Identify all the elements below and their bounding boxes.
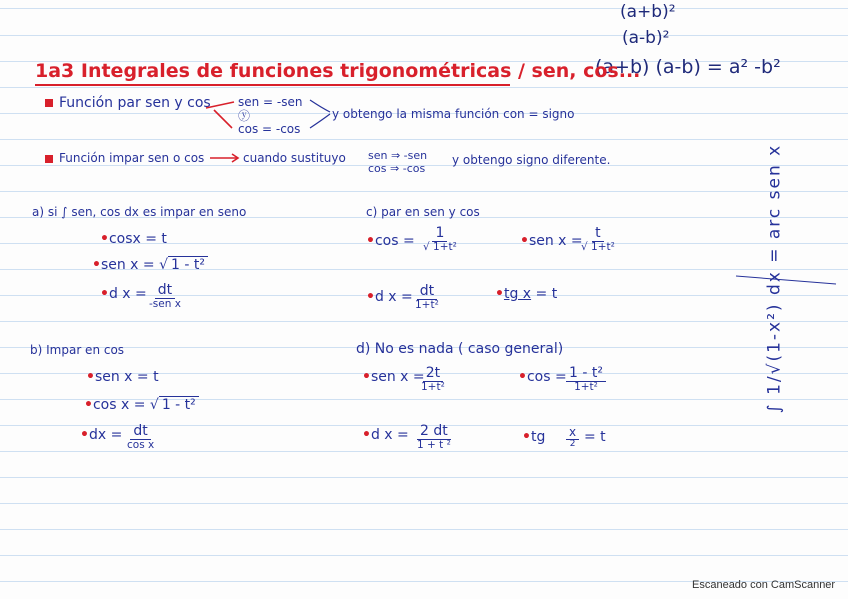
side-note-arcsen: ∫ 1/√(1-x²) dx = arc sen x xyxy=(764,143,785,414)
case-a-eq1: •cosx = t xyxy=(100,231,167,247)
case-a-eq2: •sen x = √ 1 - t² xyxy=(92,258,208,272)
case-d-eq3-fraction: 2 dt 1 + t ² xyxy=(417,423,451,452)
page-title: 1a3 Integrales de funciones trigonométricas / sen, cos... xyxy=(35,60,641,82)
case-b-eq3-lhs: •dx = xyxy=(80,427,123,443)
case-a-label: a) si ∫ sen, cos dx es impar en seno xyxy=(32,205,247,219)
case-b-eq3-fraction: dt cos x xyxy=(127,423,155,452)
par-ok-mark: ⓨ xyxy=(238,109,251,123)
camscanner-watermark: Escaneado con CamScanner xyxy=(692,579,836,591)
par-result: y obtengo la misma función con = signo xyxy=(332,107,575,121)
par-label: Función par sen y cos xyxy=(45,96,211,110)
case-c-eq2-lhs: •sen x = xyxy=(520,233,583,249)
square-sum: (a+b)² xyxy=(620,2,676,22)
case-c-eq3-lhs: •d x = xyxy=(366,289,413,305)
case-d-eq1-lhs: •sen x = xyxy=(362,369,425,385)
par-cos-rule: cos = -cos xyxy=(238,122,301,136)
square-diff: (a-b)² xyxy=(622,28,670,48)
case-c-eq2-fraction: t √ 1+t² xyxy=(581,225,615,254)
difference-of-squares: (a+b) (a-b) = a² -b² xyxy=(595,56,781,78)
impar-sen-rule: sen ⇒ -sen xyxy=(368,149,428,162)
case-d-label: d) No es nada ( caso general) xyxy=(356,341,564,357)
case-d-eq4-fraction: x 2 xyxy=(566,426,579,450)
case-a-eq3-fraction: dt -sen x xyxy=(149,282,181,311)
case-c-eq1-fraction: 1 √ 1+t² xyxy=(423,225,457,254)
case-b-label: b) Impar en cos xyxy=(30,343,125,357)
impar-result: y obtengo signo diferente. xyxy=(452,153,611,167)
case-a-eq3-lhs: •d x = xyxy=(100,286,147,302)
case-c-eq4: •tg x = t xyxy=(495,286,558,302)
case-d-eq2-lhs: •cos = xyxy=(518,369,567,385)
case-d-eq4-rhs: = t xyxy=(584,429,606,445)
case-c-label: c) par en sen y cos xyxy=(366,205,480,219)
case-c-eq1-lhs: •cos = xyxy=(366,233,415,249)
case-d-eq4-lhs: •tg xyxy=(522,429,546,445)
case-d-eq2-fraction: 1 - t² 1+t² xyxy=(566,366,606,394)
impar-cos-rule: cos ⇒ -cos xyxy=(368,162,426,175)
case-b-eq1: •sen x = t xyxy=(86,369,159,385)
case-c-eq3-fraction: dt 1+t² xyxy=(415,283,439,312)
case-d-eq1-fraction: 2t 1+t² xyxy=(421,365,445,394)
impar-condition: cuando sustituyo xyxy=(243,151,346,165)
impar-label: Función impar sen o cos xyxy=(45,152,204,164)
case-b-eq2: •cos x = √ 1 - t² xyxy=(84,398,199,412)
case-d-eq3-lhs: •d x = xyxy=(362,427,409,443)
par-sen-rule: sen = -sen xyxy=(238,95,303,109)
